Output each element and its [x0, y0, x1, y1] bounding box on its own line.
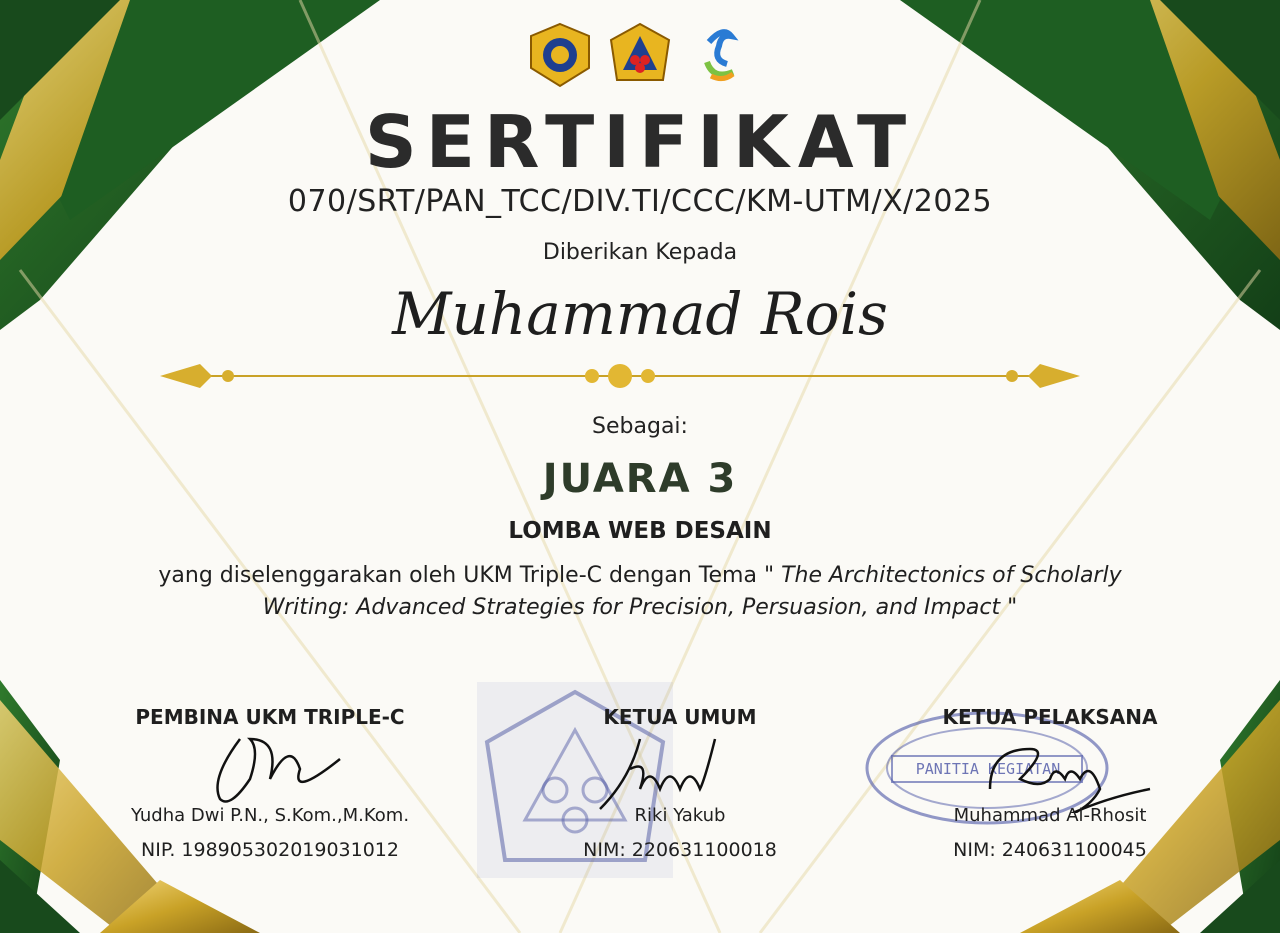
as-label: Sebagai: [592, 414, 688, 439]
signatory-chairman [500, 705, 860, 861]
ornamental-divider [160, 356, 1080, 396]
event-description [140, 560, 1140, 624]
event-theme: " The Architectonics of Scholarly Writing: Advanced Strategies for Precision, Persuasion, and Impact " [262, 563, 1122, 620]
signatory-id: NIM: 240631100045 [953, 839, 1147, 861]
competition-name: LOMBA WEB DESAIN [508, 518, 772, 544]
signatory-id: NIM: 220631100018 [583, 839, 777, 861]
certificate-title: SERTIFIKAT [364, 100, 916, 184]
recipient-name: Muhammad Rois [392, 280, 888, 348]
logo-row [0, 22, 1280, 88]
signature-chairman [500, 729, 860, 813]
award-rank: JUARA 3 [542, 456, 738, 502]
tcc-logo [687, 22, 753, 88]
signatory-id: NIP. 198905302019031012 [141, 839, 399, 861]
signature-event-chair [870, 729, 1230, 813]
signatory-advisor [90, 705, 450, 861]
stamp-text: PANITIA KEGIATAN [915, 760, 1061, 778]
given-to-label: Diberikan Kepada [542, 240, 738, 265]
signatory-role: KETUA UMUM [603, 705, 757, 729]
signatory-name: Muhammad Al-Rhosit [953, 805, 1147, 826]
signatory-name: Riki Yakub [634, 805, 726, 826]
description-prefix: yang diselenggarakan oleh UKM Triple-C dengan Tema [158, 563, 764, 588]
university-logo [527, 22, 593, 88]
signatory-role: KETUA PELAKSANA [942, 705, 1158, 729]
signatory-name: Yudha Dwi P.N., S.Kom.,M.Kom. [130, 805, 410, 826]
signatory-role: PEMBINA UKM TRIPLE-C [135, 705, 405, 729]
signature-advisor [90, 729, 450, 813]
triple-c-logo [607, 22, 673, 88]
certificate-number: 070/SRT/PAN_TCC/DIV.TI/CCC/KM-UTM/X/2025 [287, 184, 993, 219]
